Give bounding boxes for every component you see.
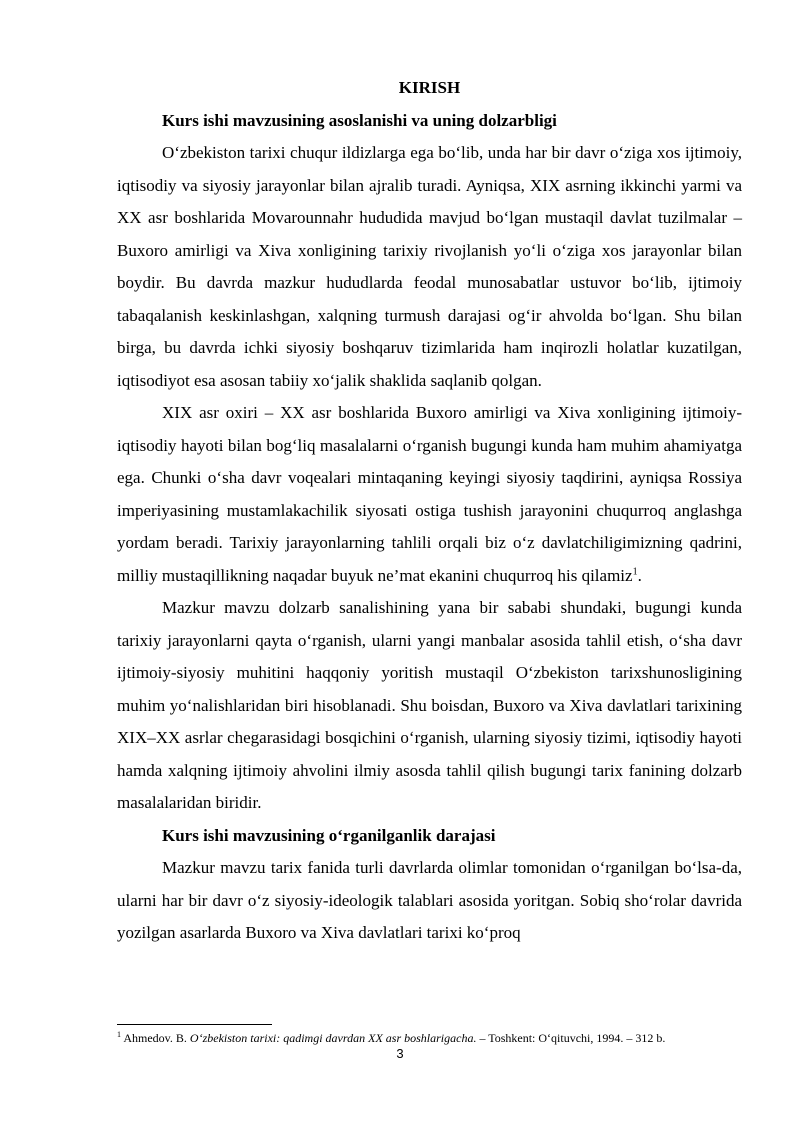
footnote-author: Ahmedov. B. [123,1031,187,1045]
paragraph-importance-text: XIX asr oxiri – XX asr boshlarida Buxoro amirligi va Xiva xonligining ijtimoiy-iqtisodiy hayoti bilan bog‘liq masalalarni o‘rganish bugungi kunda ham muhim ahamiyatga ega. Chunki o‘sha davr voqealari mintaqaning keyingi siyosiy taqdirini, ayniqsa Rossiya imperiyasining mustamlakachilik siyosati ostiga tushish jarayonini chuqurroq anglashga yordam beradi. Tarixiy jarayonlarning tahlili orqali biz o‘z davlatchiligimizning qadrini, milliy mustaqillikning naqadar buyuk ne’mat ekanini chuqurroq his qilamiz [117,403,742,585]
paragraph-study-degree: Mazkur mavzu tarix fanida turli davrlarda olimlar tomonidan o‘rganilgan bo‘lsa-da, ularni har bir davr o‘z siyosiy-ideologik talablari asosida yoritgan. Sobiq sho‘rolar davrida yozilgan asarlarda Buxoro va Xiva davlatlari tarixi ko‘proq [117,858,742,942]
paragraph-intro: O‘zbekiston tarixi chuqur ildizlarga ega bo‘lib, unda har bir davr o‘ziga xos ijtimoiy, iqtisodiy va siyosiy jarayonlar bilan ajralib turadi. Ayniqsa, XIX asrning ikkinchi yarmi va XX asr boshlarida Movarounnahr hududida mavjud bo‘lgan mustaqil davlat tuzilmalar – Buxoro amirligi va Xiva xonligining tarixiy rivojlanish yo‘li o‘ziga xos jarayonlar bilan boydir. Bu davrda mazkur hududlarda feodal munosabatlar ustuvor bo‘lib, ijtimoiy tabaqalanish keskinlashgan, xalqning turmush darajasi og‘ir ahvolda bo‘lgan. Shu bilan birga, bu davrda ichki siyosiy boshqaruv tizimlarida ham inqirozli holatlar kuzatilgan, iqtisodiyot esa asosan tabiiy xo‘jalik shaklida saqlanib qolgan. [117,143,742,390]
footnote-separator [117,1024,272,1025]
paragraph-importance [117,397,742,592]
footnote-publication: – Toshkent: O‘qituvchi, 1994. – 312 b. [479,1031,666,1045]
page-number: 3 [396,1046,404,1061]
section-heading-relevance: Kurs ishi mavzusining asoslanishi va uning dolzarbligi [162,110,557,130]
footnote-reference[interactable]: 1 [632,565,638,577]
paragraph-relevance: Mazkur mavzu dolzarb sanalishining yana bir sababi shundaki, bugungi kunda tarixiy jarayonlarni qayta o‘rganish, ularni yangi manbalar asosida tahlil etish, o‘sha davr ijtimoiy-siyosiy muhitini haqqoniy yoritish mustaqil O‘zbekiston tarixshunosligining muhim yo‘nalishlaridan biri hisoblanadi. Shu boisdan, Buxoro va Xiva davlatlari tarixining XIX–XX asrlar chegarasidagi bosqichini o‘rganish, ularning siyosiy tizimi, iqtisodiy hayoti hamda xalqning ijtimoiy ahvolini ilmiy asosda tahlil qilish bugungi tarix fanining dolzarb masalalaridan biridir. [117,598,742,812]
page-title: KIRISH [398,78,461,97]
footnote [117,1030,757,1046]
footnote-book-title: O‘zbekiston tarixi: qadimgi davrdan XX asr boshlarigacha. [189,1031,477,1045]
footnote-marker: 1 [117,1030,121,1039]
paragraph-importance-end: . [637,565,642,585]
section-heading-study-degree: Kurs ishi mavzusining o‘rganilganlik darajasi [162,825,496,845]
page-body [117,72,742,950]
